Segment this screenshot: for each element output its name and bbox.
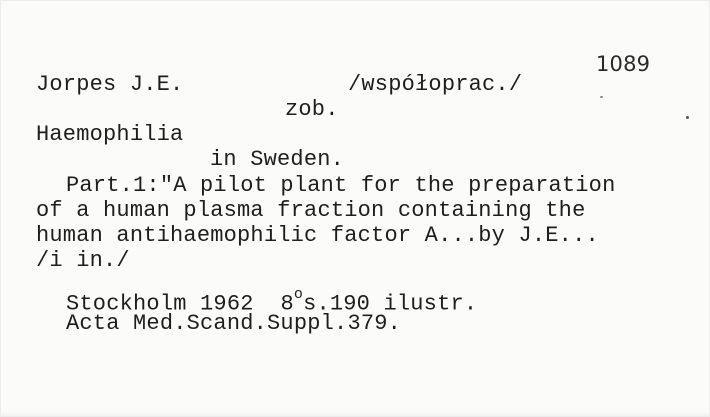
ink-speck bbox=[686, 116, 689, 119]
imprint-pages: s.190 ilustr. bbox=[303, 291, 478, 317]
author-name: Jorpes J.E. bbox=[36, 72, 184, 97]
see-reference: zob. bbox=[285, 97, 339, 122]
title-line-1: Part.1:"A pilot plant for the preparation bbox=[66, 173, 616, 198]
imprint-place-year: Stockholm 1962 bbox=[66, 291, 254, 317]
title-line-3: human antihaemophilic factor A...by J.E... bbox=[36, 223, 599, 248]
title-line-2: of a human plasma fraction containing the bbox=[36, 198, 586, 223]
ink-speck bbox=[600, 96, 603, 98]
card-number: 1089 bbox=[596, 52, 651, 76]
author-role: /współoprac./ bbox=[348, 72, 523, 97]
imprint-format: 8 bbox=[280, 291, 294, 317]
series-note: Acta Med.Scand.Suppl.379. bbox=[66, 311, 402, 336]
imprint-format-sup: o bbox=[293, 286, 304, 303]
subject-subheading: in Sweden. bbox=[210, 147, 345, 172]
subject-heading: Haemophilia bbox=[36, 122, 184, 147]
title-line-4: /i in./ bbox=[36, 248, 130, 273]
